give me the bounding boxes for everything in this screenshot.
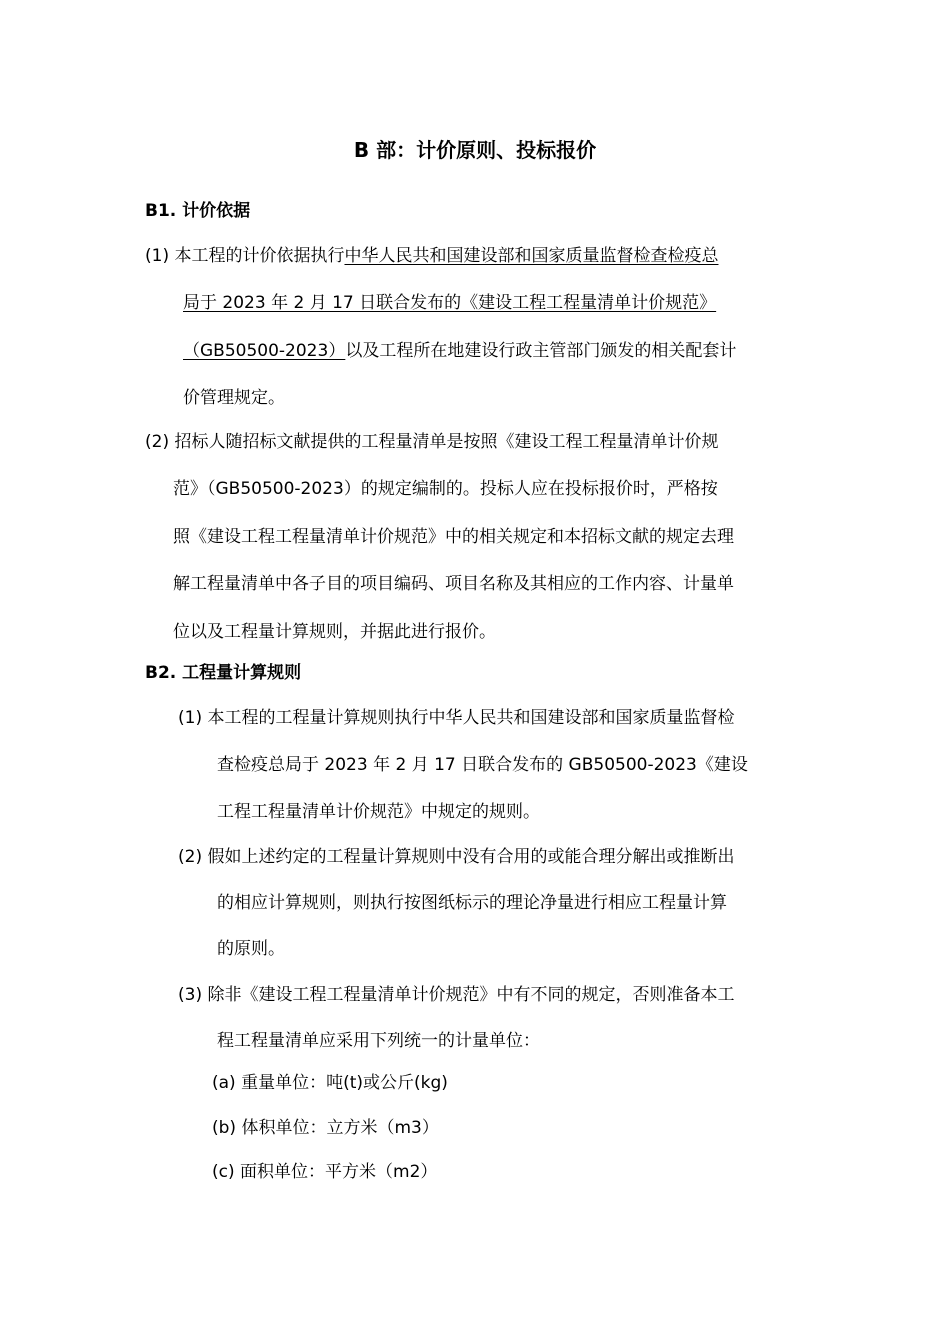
line-text: 本工程的计价依据执行 <box>174 246 345 266</box>
item-marker: (1) <box>145 246 175 266</box>
b2-item-1-line-3: 工程工程量清单计价规范》中规定的规则。 <box>217 802 540 822</box>
line-text: 体积单位：立方米（m3） <box>241 1118 439 1138</box>
b1-item-1-line-4: 价管理规定。 <box>183 388 285 408</box>
unit-item-volume <box>212 1116 439 1140</box>
line-text: 假如上述约定的工程量计算规则中没有合用的或能合理分解出或推断出 <box>207 847 735 867</box>
b2-item-3-line-2: 程工程量清单应采用下列统一的计量单位： <box>217 1031 540 1051</box>
line-text: 本工程的工程量计算规则执行中华人民共和国建设部和国家质量监督检 <box>207 708 735 728</box>
item-marker: (2) <box>178 847 208 867</box>
b2-item-2-line-2: 的相应计算规则，则执行按图纸标示的理论净量进行相应工程量计算 <box>217 893 727 913</box>
b1-item-2-line-4: 解工程量清单中各子目的项目编码、项目名称及其相应的工作内容、计量单 <box>173 574 734 594</box>
line-text: 招标人随招标文献提供的工程量清单是按照《建设工程工程量清单计价规 <box>174 432 719 452</box>
b2-item-1-line-1 <box>178 706 734 730</box>
section-heading-b1: B1. 计价依据 <box>145 201 251 221</box>
b2-item-2-line-3: 的原则。 <box>217 939 285 959</box>
unit-item-weight <box>212 1071 448 1095</box>
line-text: 重量单位：吨(t)或公斤(kg) <box>241 1073 448 1093</box>
item-marker: (3) <box>178 985 208 1005</box>
item-marker: (2) <box>145 432 175 452</box>
unit-item-area <box>212 1160 437 1184</box>
b1-item-2-line-1 <box>145 430 718 454</box>
item-marker: (1) <box>178 708 208 728</box>
b2-item-2-line-1 <box>178 845 734 869</box>
underlined-reference: 中华人民共和国建设部和国家质量监督检查检疫总 <box>344 246 719 266</box>
line-text: 面积单位：平方米（m2） <box>240 1162 438 1182</box>
item-marker: (a) <box>212 1073 242 1093</box>
b1-item-2-line-3: 照《建设工程工程量清单计价规范》中的相关规定和本招标文献的规定去理 <box>173 527 734 547</box>
underlined-reference: （GB50500-2023） <box>183 341 346 361</box>
b1-item-2-line-5: 位以及工程量计算规则，并据此进行报价。 <box>173 622 496 642</box>
b2-item-3-line-1 <box>178 983 734 1007</box>
b1-item-2-line-2: 范》（GB50500-2023）的规定编制的。投标人应在投标报价时，严格按 <box>173 479 718 499</box>
item-marker: (b) <box>212 1118 242 1138</box>
page-title: B 部：计价原则、投标报价 <box>353 138 597 162</box>
b1-item-1-line-2: 局于 2023 年 2 月 17 日联合发布的《建设工程工程量清单计价规范》 <box>183 293 717 313</box>
line-text: 除非《建设工程工程量清单计价规范》中有不同的规定，否则准备本工 <box>207 985 735 1005</box>
item-marker: (c) <box>212 1162 241 1182</box>
line-text: 以及工程所在地建设行政主管部门颁发的相关配套计 <box>345 341 737 361</box>
b1-item-1-line-1 <box>145 244 718 268</box>
b1-item-1-line-3 <box>183 339 736 363</box>
section-heading-b2: B2. 工程量计算规则 <box>145 663 302 683</box>
b2-item-1-line-2: 查检疫总局于 2023 年 2 月 17 日联合发布的 GB50500-2023《建设 <box>217 755 748 775</box>
